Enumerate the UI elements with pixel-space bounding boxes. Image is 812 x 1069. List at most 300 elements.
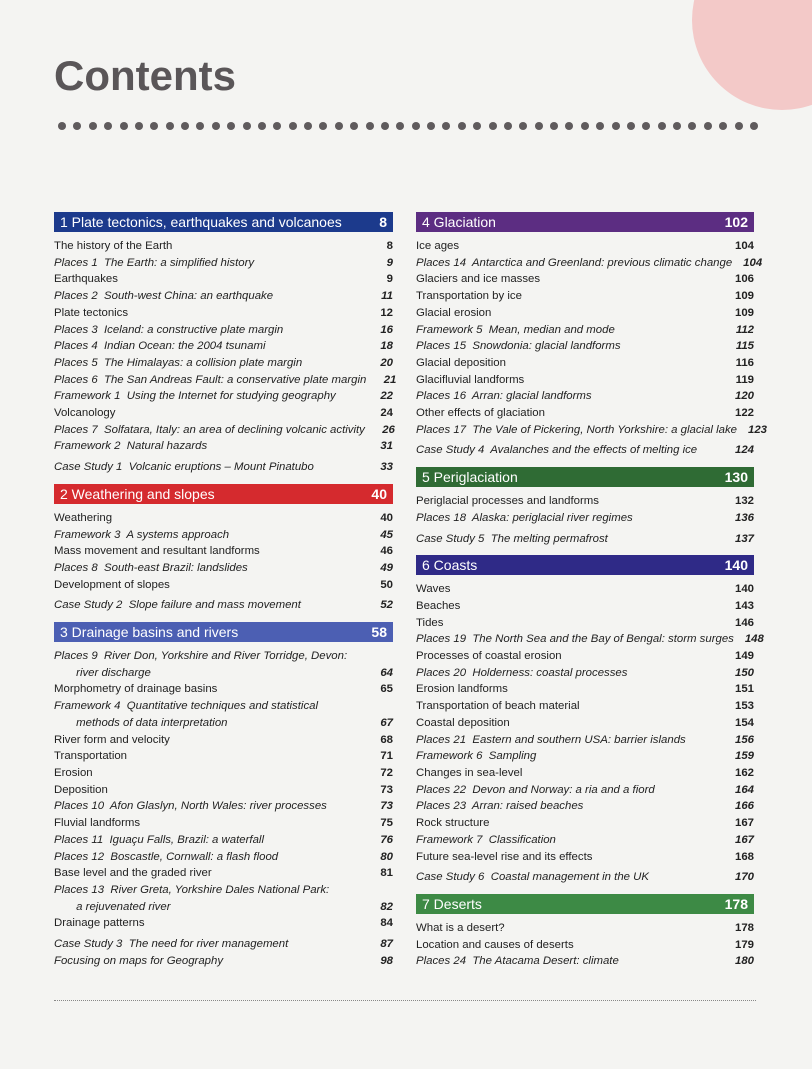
- toc-entry[interactable]: [54, 899, 393, 916]
- entry-page: 8: [386, 240, 393, 252]
- entry-title: The history of the Earth: [54, 240, 173, 252]
- entry-page: 137: [734, 532, 754, 545]
- entry-title: Processes of coastal erosion: [416, 650, 562, 663]
- toc-entry[interactable]: [416, 581, 754, 598]
- toc-entry[interactable]: [54, 765, 393, 782]
- toc-entry[interactable]: [416, 238, 754, 255]
- entry-title: Places 15 Snowdonia: glacial landforms: [416, 340, 621, 353]
- entry-page: 84: [380, 917, 393, 930]
- toc-entry[interactable]: [416, 953, 754, 970]
- entry-page: 18: [380, 340, 393, 353]
- toc-entry[interactable]: [416, 355, 754, 372]
- divider-dot: [212, 122, 220, 130]
- toc-entry[interactable]: [416, 615, 754, 632]
- entry-title: Places 11 Iguaçu Falls, Brazil: a waterfall: [54, 833, 264, 846]
- entry-title: Mass movement and resultant landforms: [54, 545, 260, 558]
- entry-title: Glacifluvial landforms: [416, 373, 525, 386]
- toc-entry[interactable]: [54, 865, 393, 882]
- entry-page: 167: [734, 817, 754, 830]
- chapter-heading[interactable]: [416, 555, 754, 575]
- entry-title: Weathering: [54, 511, 113, 524]
- entry-page: 164: [734, 783, 754, 796]
- chapter-section-ch5: [416, 467, 754, 547]
- entry-page: 80: [380, 850, 393, 863]
- toc-entry[interactable]: [416, 748, 754, 765]
- chapter-page: 58: [371, 624, 387, 641]
- entry-page: 82: [380, 900, 393, 913]
- toc-entry[interactable]: [416, 271, 754, 288]
- entry-title: Periglacial processes and landforms: [416, 495, 599, 508]
- toc-entry[interactable]: [416, 732, 754, 749]
- toc-entry[interactable]: [416, 665, 754, 682]
- entry-page: 72: [380, 766, 393, 779]
- toc-entry[interactable]: [416, 798, 754, 815]
- toc-entry[interactable]: [54, 815, 393, 832]
- entry-title: Base level and the graded river: [54, 867, 212, 880]
- chapter-title: 5 Periglaciation: [422, 469, 518, 486]
- toc-entry[interactable]: [54, 665, 393, 682]
- chapter-page: 178: [724, 895, 748, 912]
- entry-page: 16: [380, 323, 393, 336]
- toc-entry[interactable]: [416, 765, 754, 782]
- entry-title: Drainage patterns: [54, 917, 145, 930]
- toc-entry[interactable]: [416, 305, 754, 322]
- entry-title: Development of slopes: [54, 578, 170, 591]
- entry-title: Places 5 The Himalayas: a collision plate margin: [54, 356, 303, 369]
- entry-page: 24: [380, 407, 393, 420]
- entry-page: 179: [734, 938, 754, 951]
- entry-page: 45: [380, 528, 393, 541]
- toc-entry[interactable]: [416, 815, 754, 832]
- toc-entry[interactable]: [416, 920, 754, 937]
- entry-page: 149: [734, 650, 754, 663]
- divider-dot: [335, 122, 343, 130]
- toc-entry[interactable]: [54, 698, 393, 715]
- divider-dot: [473, 122, 481, 130]
- divider-dot: [581, 122, 589, 130]
- entry-page: 68: [380, 733, 393, 746]
- entry-page: 67: [380, 716, 393, 729]
- divider-dot: [181, 122, 189, 130]
- toc-entry[interactable]: [54, 648, 393, 665]
- toc-entry[interactable]: [416, 937, 754, 954]
- divider-dot: [719, 122, 727, 130]
- entry-title: Places 19 The North Sea and the Bay of Bengal: storm surges: [416, 633, 734, 646]
- divider-dot: [381, 122, 389, 130]
- entry-page: 33: [380, 461, 393, 474]
- toc-entry[interactable]: [416, 288, 754, 305]
- entry-page: 112: [735, 323, 754, 336]
- toc-left-column: [54, 212, 397, 977]
- entry-page: 123: [748, 423, 768, 436]
- entry-page: 46: [380, 545, 393, 558]
- toc-entry[interactable]: [416, 493, 754, 510]
- chapter-title: 1 Plate tectonics, earthquakes and volcanoes: [60, 214, 342, 230]
- toc-entry[interactable]: [416, 832, 754, 849]
- entry-page: 151: [734, 683, 754, 696]
- entry-page: 11: [381, 290, 393, 303]
- entry-page: 116: [735, 356, 754, 369]
- entry-page: 150: [734, 666, 754, 679]
- entry-page: 31: [380, 440, 393, 453]
- divider-dot: [550, 122, 558, 130]
- divider-dot: [750, 122, 758, 130]
- entry-page: 98: [380, 954, 393, 967]
- entry-page: 87: [380, 938, 393, 951]
- entry-title: Volcanology: [54, 407, 116, 420]
- toc-entry[interactable]: [54, 882, 393, 899]
- entry-title: Transportation of beach material: [416, 700, 580, 713]
- entry-title: Places 10 Afon Glaslyn, North Wales: river processes: [54, 800, 327, 813]
- entry-page: 73: [380, 800, 393, 813]
- entry-page: 180: [734, 955, 754, 968]
- divider-dot: [135, 122, 143, 130]
- divider-dot: [243, 122, 251, 130]
- divider-dot: [350, 122, 358, 130]
- chapter-section-ch6: [416, 555, 764, 886]
- entry-page: 22: [380, 390, 393, 403]
- entry-title: Focusing on maps for Geography: [54, 954, 224, 967]
- chapter-page: 102: [724, 214, 748, 230]
- toc-entry[interactable]: [54, 305, 393, 322]
- toc-entry[interactable]: [54, 915, 393, 932]
- entry-title: Fluvial landforms: [54, 817, 141, 830]
- divider-dot: [412, 122, 420, 130]
- divider-dot: [519, 122, 527, 130]
- divider-dot: [673, 122, 681, 130]
- toc-entry[interactable]: [416, 849, 754, 866]
- toc-entry[interactable]: [416, 782, 754, 799]
- entry-list: [416, 914, 754, 970]
- entry-title: Framework 4 Quantitative techniques and statistical: [54, 700, 319, 713]
- divider-dot: [273, 122, 281, 130]
- toc-entry[interactable]: [54, 732, 393, 749]
- toc-entry[interactable]: [54, 782, 393, 799]
- divider-dot: [73, 122, 81, 130]
- entry-title: Waves: [416, 583, 451, 596]
- toc-entry[interactable]: [416, 388, 754, 405]
- toc-entry[interactable]: [54, 255, 393, 272]
- toc-entry[interactable]: [416, 442, 754, 459]
- divider-dot: [442, 122, 450, 130]
- chapter-heading[interactable]: [54, 484, 393, 504]
- divider-dot: [289, 122, 297, 130]
- entry-title: Deposition: [54, 783, 108, 796]
- chapter-title: 7 Deserts: [422, 895, 482, 912]
- toc-entry[interactable]: [54, 748, 393, 765]
- toc-entry[interactable]: [54, 422, 393, 439]
- toc-entry[interactable]: [54, 849, 393, 866]
- entry-title: Framework 2 Natural hazards: [54, 440, 208, 453]
- entry-title: Framework 5 Mean, median and mode: [416, 323, 615, 336]
- entry-list: [54, 504, 393, 614]
- entry-title: Places 18 Alaska: periglacial river regimes: [416, 511, 633, 524]
- entry-title: Places 22 Devon and Norway: a ria and a fiord: [416, 783, 655, 796]
- edition-badge: [692, 0, 812, 110]
- chapter-heading[interactable]: [54, 622, 393, 642]
- entry-page: 148: [744, 633, 764, 646]
- toc-entry[interactable]: [54, 832, 393, 849]
- chapter-section-ch7: [416, 894, 754, 970]
- entry-title: Places 6 The San Andreas Fault: a conservative plate margin: [54, 373, 367, 386]
- toc-entry[interactable]: [416, 510, 754, 527]
- entry-title: river discharge: [54, 666, 151, 679]
- divider-dot: [304, 122, 312, 130]
- entry-title: Framework 6 Sampling: [416, 750, 537, 763]
- toc-entry[interactable]: [416, 598, 754, 615]
- entry-page: 104: [734, 240, 754, 252]
- entry-title: Places 2 South-west China: an earthquake: [54, 290, 274, 303]
- chapter-heading[interactable]: [416, 467, 754, 487]
- toc-entry[interactable]: [416, 255, 763, 272]
- toc-entry[interactable]: [54, 388, 393, 405]
- entry-title: Framework 7 Classification: [416, 833, 556, 846]
- chapter-heading[interactable]: [416, 212, 754, 232]
- divider-dot: [596, 122, 604, 130]
- entry-page: 64: [380, 666, 393, 679]
- toc-entry[interactable]: [416, 322, 754, 339]
- entry-title: methods of data interpretation: [54, 716, 228, 729]
- divider-dot: [504, 122, 512, 130]
- divider-dot: [688, 122, 696, 130]
- entry-page: 50: [380, 578, 393, 591]
- toc-entry[interactable]: [416, 631, 764, 648]
- entry-page: 162: [734, 766, 754, 779]
- divider-dot: [396, 122, 404, 130]
- entry-page: 120: [734, 390, 754, 403]
- toc-entry[interactable]: [54, 438, 393, 455]
- divider-dot: [704, 122, 712, 130]
- toc-entry[interactable]: [54, 338, 393, 355]
- divider-dot: [658, 122, 666, 130]
- divider-dot: [366, 122, 374, 130]
- entry-page: 75: [380, 817, 393, 830]
- chapter-page: 8: [379, 214, 387, 230]
- entry-list: [54, 232, 397, 476]
- chapter-page: 40: [371, 485, 387, 502]
- chapter-section-ch3: [54, 622, 393, 969]
- toc-entry[interactable]: [416, 715, 754, 732]
- entry-page: 81: [380, 867, 393, 880]
- divider-dot: [735, 122, 743, 130]
- entry-title: Ice ages: [416, 240, 460, 252]
- entry-title: Coastal deposition: [416, 716, 510, 729]
- entry-page: 154: [734, 716, 754, 729]
- entry-title: Framework 1 Using the Internet for studying geography: [54, 390, 336, 403]
- entry-title: Tides: [416, 616, 444, 629]
- entry-title: Places 12 Boscastle, Cornwall: a flash flood: [54, 850, 279, 863]
- chapter-section-ch1: [54, 212, 397, 476]
- entry-title: Places 23 Arran: raised beaches: [416, 800, 584, 813]
- divider-dot: [612, 122, 620, 130]
- toc-entry[interactable]: [54, 405, 393, 422]
- entry-title: What is a desert?: [416, 921, 505, 934]
- entry-title: Case Study 1 Volcanic eruptions – Mount Pinatubo: [54, 461, 314, 474]
- toc-entry[interactable]: [54, 459, 393, 476]
- entry-title: Places 14 Antarctica and Greenland: previous climatic change: [416, 256, 733, 269]
- chapter-title: 3 Drainage basins and rivers: [60, 624, 239, 641]
- entry-page: 166: [734, 800, 754, 813]
- entry-title: Places 7 Solfatara, Italy: an area of declining volcanic activity: [54, 423, 365, 436]
- divider-dot: [489, 122, 497, 130]
- entry-page: 170: [734, 871, 754, 884]
- entry-list: [54, 642, 393, 969]
- toc-entry[interactable]: [54, 288, 393, 305]
- toc-entry[interactable]: [416, 405, 754, 422]
- toc-entry[interactable]: [54, 798, 393, 815]
- toc-entry[interactable]: [54, 372, 397, 389]
- chapter-page: 130: [724, 469, 748, 486]
- toc-right-column: [416, 212, 768, 978]
- toc-entry[interactable]: [54, 577, 393, 594]
- divider-dot: [120, 122, 128, 130]
- entry-title: Framework 3 A systems approach: [54, 528, 230, 541]
- entry-title: Case Study 5 The melting permafrost: [416, 532, 608, 545]
- entry-page: 122: [734, 407, 754, 420]
- toc-entry[interactable]: [416, 422, 768, 439]
- divider-dot: [227, 122, 235, 130]
- toc-entry[interactable]: [416, 698, 754, 715]
- entry-page: 40: [380, 511, 393, 524]
- entry-list: [416, 487, 754, 547]
- toc-entry[interactable]: [54, 597, 393, 614]
- toc-entry[interactable]: [54, 953, 393, 970]
- entry-title: Morphometry of drainage basins: [54, 683, 218, 696]
- entry-page: 106: [734, 273, 754, 286]
- entry-title: Beaches: [416, 599, 461, 612]
- toc-entry[interactable]: [54, 560, 393, 577]
- entry-title: Glaciers and ice masses: [416, 273, 541, 286]
- entry-page: 20: [380, 356, 393, 369]
- entry-title: Glacial deposition: [416, 356, 506, 369]
- toc-entry[interactable]: [54, 936, 393, 953]
- dotted-divider: [58, 122, 758, 134]
- entry-title: Plate tectonics: [54, 306, 129, 319]
- toc-entry[interactable]: [54, 510, 393, 527]
- entry-title: Transportation by ice: [416, 290, 522, 303]
- entry-title: Other effects of glaciation: [416, 407, 545, 420]
- entry-title: Places 17 The Vale of Pickering, North Yorkshire: a glacial lake: [416, 423, 738, 436]
- divider-dot: [535, 122, 543, 130]
- toc-entry[interactable]: [54, 355, 393, 372]
- entry-page: 65: [380, 683, 393, 696]
- chapter-heading[interactable]: [416, 894, 754, 914]
- chapter-page: 140: [724, 557, 748, 574]
- divider-dot: [166, 122, 174, 130]
- entry-page: 9: [386, 273, 393, 286]
- toc-entry[interactable]: [54, 681, 393, 698]
- entry-title: Case Study 4 Avalanches and the effects of melting ice: [416, 444, 698, 457]
- entry-title: Rock structure: [416, 817, 490, 830]
- toc-entry[interactable]: [416, 648, 754, 665]
- entry-page: 136: [734, 511, 754, 524]
- entry-page: 156: [734, 733, 754, 746]
- entry-page: 140: [734, 583, 754, 596]
- toc-entry[interactable]: [54, 271, 393, 288]
- entry-title: Places 20 Holderness: coastal processes: [416, 666, 628, 679]
- chapter-title: 2 Weathering and slopes: [60, 485, 215, 502]
- entry-page: 109: [734, 306, 754, 319]
- toc-entry[interactable]: [54, 238, 393, 255]
- divider-dot: [642, 122, 650, 130]
- entry-title: Places 16 Arran: glacial landforms: [416, 390, 592, 403]
- entry-page: 12: [380, 306, 393, 319]
- entry-title: Places 8 South-east Brazil: landslides: [54, 561, 248, 574]
- entry-title: Transportation: [54, 750, 128, 763]
- divider-dot: [427, 122, 435, 130]
- entry-list: [416, 232, 768, 459]
- bottom-dotted-rule: [54, 1000, 756, 1001]
- entry-title: Earthquakes: [54, 273, 118, 286]
- entry-page: 52: [380, 599, 393, 612]
- toc-entry[interactable]: [54, 527, 393, 544]
- entry-page: 143: [734, 599, 754, 612]
- entry-page: 124: [734, 444, 754, 457]
- entry-page: 73: [380, 783, 393, 796]
- chapter-heading[interactable]: [54, 212, 393, 232]
- entry-page: 49: [380, 561, 393, 574]
- entry-page: 153: [734, 700, 754, 713]
- entry-page: 26: [382, 423, 395, 436]
- divider-dot: [58, 122, 66, 130]
- entry-page: 21: [383, 373, 397, 386]
- entry-page: 132: [734, 495, 754, 508]
- entry-page: 159: [734, 750, 754, 763]
- entry-page: 119: [735, 373, 754, 386]
- entry-title: Places 1 The Earth: a simplified history: [54, 256, 255, 269]
- toc-entry[interactable]: [416, 531, 754, 548]
- entry-title: Places 24 The Atacama Desert: climate: [416, 955, 619, 968]
- toc-entry[interactable]: [416, 681, 754, 698]
- chapter-title: 6 Coasts: [422, 557, 478, 574]
- chapter-title: 4 Glaciation: [422, 214, 496, 230]
- divider-dot: [150, 122, 158, 130]
- entry-page: 146: [734, 616, 754, 629]
- divider-dot: [458, 122, 466, 130]
- toc-entry[interactable]: [54, 543, 393, 560]
- entry-title: Erosion landforms: [416, 683, 508, 696]
- entry-title: Case Study 6 Coastal management in the UK: [416, 871, 650, 884]
- entry-page: 168: [734, 850, 754, 863]
- entry-title: Erosion: [54, 766, 93, 779]
- entry-page: 167: [734, 833, 754, 846]
- entry-page: 76: [380, 833, 393, 846]
- entry-page: 104: [743, 256, 763, 269]
- entry-page: 109: [734, 290, 754, 303]
- divider-dot: [319, 122, 327, 130]
- page-title: Contents: [54, 52, 236, 99]
- entry-title: a rejuvenated river: [54, 900, 171, 913]
- toc-entry[interactable]: [54, 715, 393, 732]
- entry-title: Future sea-level rise and its effects: [416, 850, 593, 863]
- entry-title: Places 13 River Greta, Yorkshire Dales National Park:: [54, 883, 330, 896]
- toc-entry[interactable]: [54, 322, 393, 339]
- toc-entry[interactable]: [416, 338, 754, 355]
- entry-page: 9: [386, 256, 393, 269]
- divider-dot: [89, 122, 97, 130]
- entry-page: 115: [735, 340, 754, 353]
- entry-title: Location and causes of deserts: [416, 938, 574, 951]
- entry-title: Places 21 Eastern and southern USA: barrier islands: [416, 733, 686, 746]
- entry-title: River form and velocity: [54, 733, 170, 746]
- entry-title: Places 4 Indian Ocean: the 2004 tsunami: [54, 340, 266, 353]
- toc-entry[interactable]: [416, 372, 754, 389]
- entry-title: Places 3 Iceland: a constructive plate margin: [54, 323, 284, 336]
- entry-title: Case Study 3 The need for river management: [54, 938, 289, 951]
- entry-list: [416, 575, 764, 886]
- divider-dot: [565, 122, 573, 130]
- toc-entry[interactable]: [416, 869, 754, 886]
